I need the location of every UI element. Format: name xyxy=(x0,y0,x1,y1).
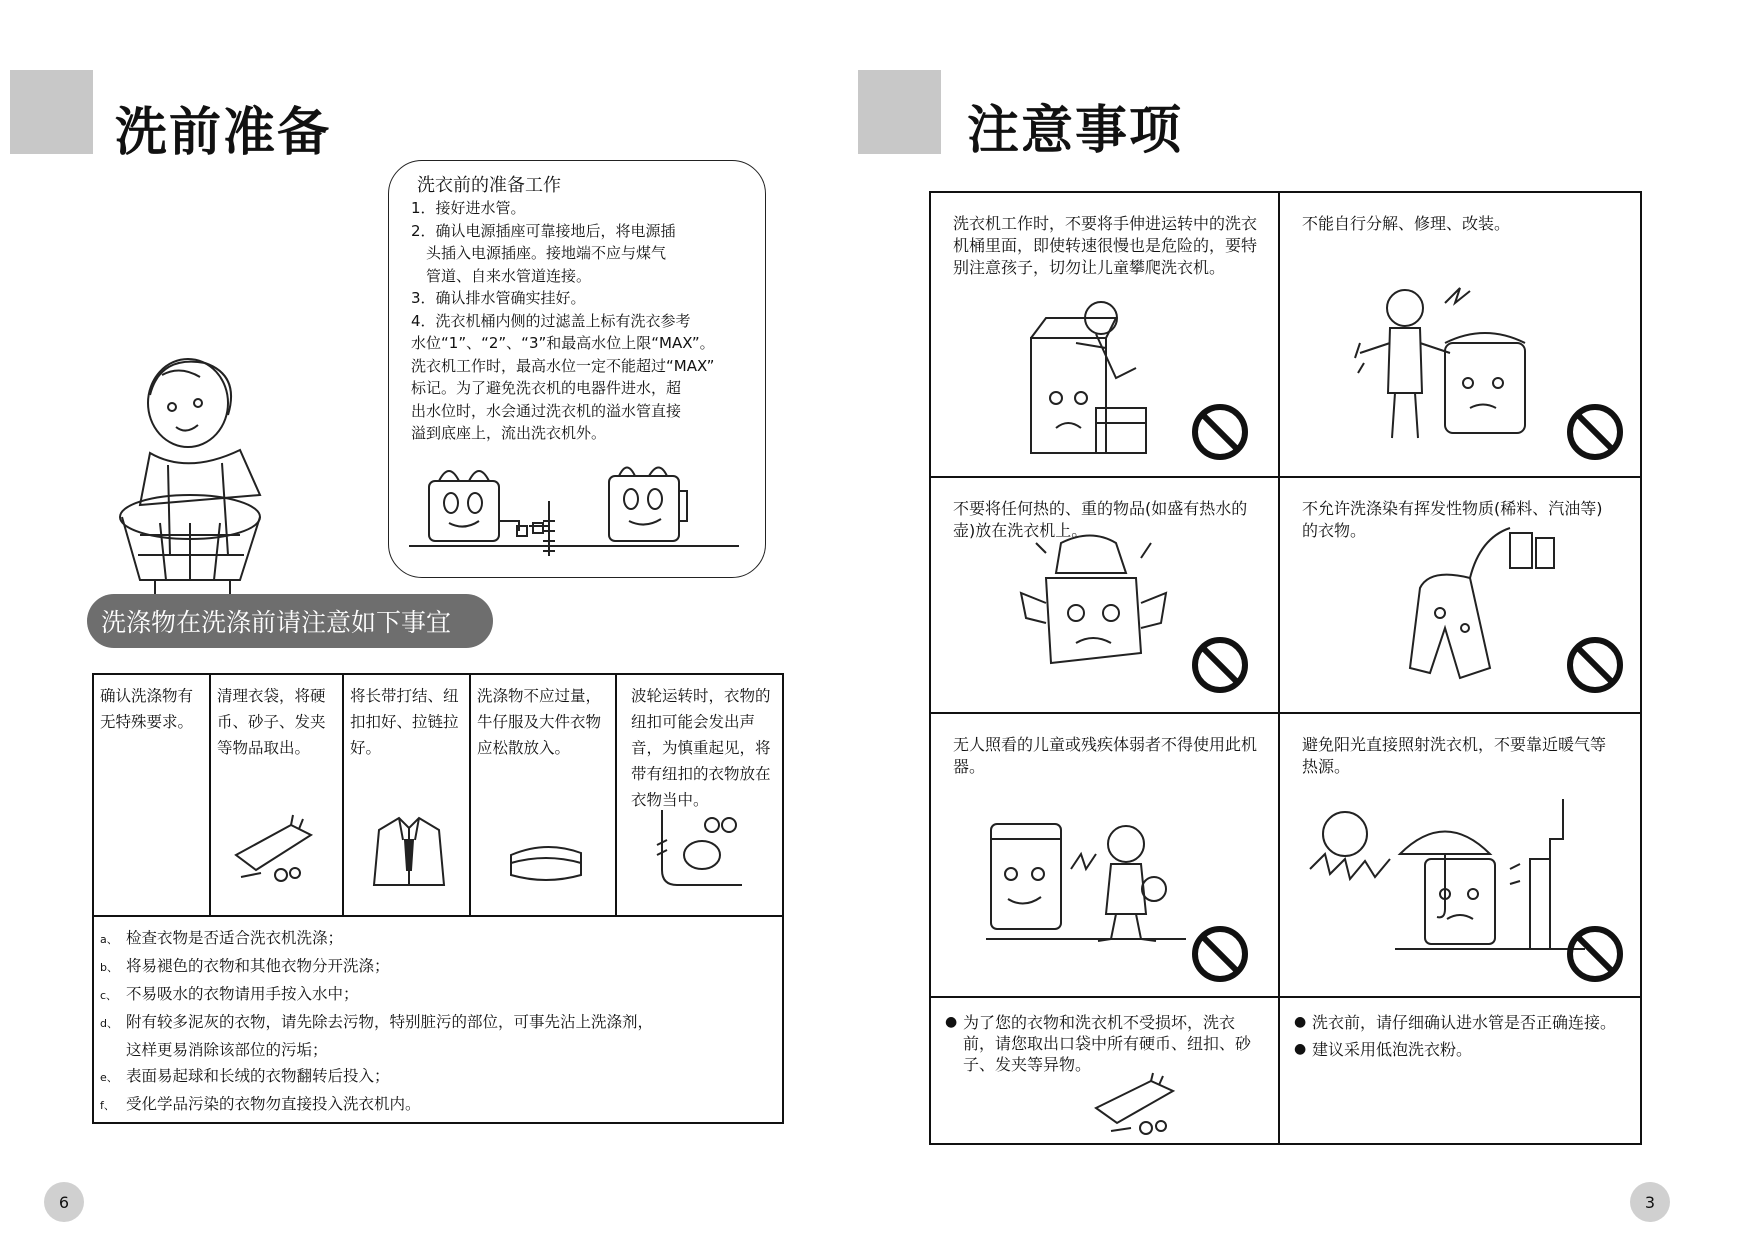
preparation-line: 1．接好进水管。 xyxy=(411,199,526,217)
preparation-line: 洗衣机工作时，最高水位一定不能超过“MAX” xyxy=(411,356,715,375)
pocket-items-illustration xyxy=(1091,1073,1181,1138)
preparation-line: 出水位时，水会通过洗衣机的溢水管直接 xyxy=(411,401,682,420)
note-item xyxy=(100,1091,782,1119)
preparation-line: 3．确认排水管确实挂好。 xyxy=(411,289,586,307)
note-text: 检查衣物是否适合洗衣机洗涤； xyxy=(126,929,344,947)
note-continuation xyxy=(100,1037,782,1063)
no-entry-icon xyxy=(1191,636,1249,694)
caution-text: 无人照看的儿童或残疾体弱者不得使用此机器。 xyxy=(953,735,1258,776)
preparation-line: 管道、自来水管道连接。 xyxy=(411,266,592,285)
hot-kettle-illustration xyxy=(1016,533,1176,673)
no-entry-icon xyxy=(1566,636,1624,694)
child-with-machine-illustration xyxy=(986,809,1186,949)
note-item xyxy=(100,953,782,981)
tip-cell xyxy=(1280,998,1642,1143)
note-item xyxy=(100,1063,782,1091)
page-number-right: 3 xyxy=(1630,1182,1670,1222)
checklist-column xyxy=(617,675,782,915)
page-title-right: 注意事项 xyxy=(967,101,1184,161)
tip-item xyxy=(1294,1012,1639,1033)
caution-cell xyxy=(931,714,1278,996)
caution-cell xyxy=(931,193,1278,476)
no-entry-icon xyxy=(1566,925,1624,983)
bullet-icon: ● xyxy=(1294,1014,1307,1030)
note-marker: c、 xyxy=(100,989,118,1002)
laundry-checklist-table xyxy=(92,673,784,1124)
note-marker: e、 xyxy=(100,1071,118,1084)
shirt-illustration xyxy=(369,810,449,890)
caution-text: 不能自行分解、修理、改装。 xyxy=(1302,214,1511,233)
tip-list xyxy=(1294,1012,1639,1060)
checklist-text: 洗涤物不应过量，牛仔服及大件衣物应松散放入。 xyxy=(477,687,602,757)
note-text: 受化学品污染的衣物勿直接投入洗衣机内。 xyxy=(126,1095,421,1113)
bullet-icon: ● xyxy=(945,1014,958,1030)
note-marker: a、 xyxy=(100,933,118,946)
note-marker: f、 xyxy=(100,1099,115,1112)
checklist-notes xyxy=(94,915,782,1119)
tip-item xyxy=(1294,1039,1639,1060)
tip-list xyxy=(945,1012,1265,1075)
preparation-line: 水位“1”、“2”、“3”和最高水位上限“MAX”。 xyxy=(411,334,715,352)
caution-text: 不要将任何热的、重的物品(如盛有热水的壶)放在洗衣机上。 xyxy=(953,499,1248,540)
bullet-icon: ● xyxy=(1294,1041,1307,1057)
tip-text: 洗衣前，请仔细确认进水管是否正确连接。 xyxy=(1312,1013,1617,1032)
checklist-column xyxy=(211,675,344,915)
pocket-items-illustration xyxy=(231,815,321,885)
no-entry-icon xyxy=(1191,403,1249,461)
caution-grid xyxy=(929,191,1642,1145)
caution-text: 洗衣机工作时，不要将手伸进运转中的洗衣机桶里面，即使转速很慢也是危险的，要特别注意孩子，切勿让儿童攀爬洗衣机。 xyxy=(953,214,1258,277)
title-marker-right xyxy=(858,70,941,154)
preparation-line: 2．确认电源插座可靠接地后，将电源插 xyxy=(411,221,676,240)
note-text: 附有较多泥灰的衣物，请先除去污物，特别脏污的部位，可事先沾上洗涤剂， xyxy=(126,1013,654,1031)
preparation-box xyxy=(388,160,766,578)
checklist-column xyxy=(94,675,211,915)
note-text: 这样更易消除该部位的污垢； xyxy=(126,1041,328,1059)
caution-cell xyxy=(1280,478,1642,712)
washer-drum-illustration xyxy=(657,810,747,890)
checklist-column xyxy=(471,675,617,915)
note-marker: b、 xyxy=(100,961,118,974)
washing-machines-illustration xyxy=(409,461,749,561)
caution-cell xyxy=(1280,714,1642,996)
tip-item xyxy=(945,1012,1265,1075)
sun-and-heater-illustration xyxy=(1305,799,1605,959)
tip-cell xyxy=(931,998,1278,1143)
caution-text: 不允许洗涤染有挥发性物质(稀料、汽油等)的衣物。 xyxy=(1302,499,1603,540)
caution-cell xyxy=(931,478,1278,712)
woman-with-basket-illustration xyxy=(110,355,280,595)
note-text: 不易吸水的衣物请用手按入水中； xyxy=(126,985,359,1003)
preparation-line: 标记。为了避免洗衣机的电器件进水，超 xyxy=(411,379,682,397)
preparation-steps xyxy=(411,197,751,445)
preparation-box-title: 洗衣前的准备工作 xyxy=(417,175,561,196)
note-item xyxy=(100,1009,782,1037)
preparation-line: 头插入电源插座。接地端不应与煤气 xyxy=(411,244,667,262)
preparation-line: 4．洗衣机桶内侧的过滤盖上标有洗衣参考 xyxy=(411,311,691,330)
caution-cell xyxy=(1280,193,1642,476)
tip-text: 为了您的衣物和洗衣机不受损坏，洗衣前，请您取出口袋中所有硬币、纽扣、砂子、发夹等异物。 xyxy=(963,1013,1252,1074)
title-marker-left xyxy=(10,70,93,154)
no-entry-icon xyxy=(1566,403,1624,461)
checklist-text: 确认洗涤物有无特殊要求。 xyxy=(100,687,194,731)
checklist-column xyxy=(344,675,471,915)
stained-clothes-illustration xyxy=(1410,518,1570,678)
note-text: 表面易起球和长绒的衣物翻转后投入； xyxy=(126,1067,390,1085)
note-item xyxy=(100,925,782,953)
child-climbing-illustration xyxy=(1026,298,1166,458)
checklist-text: 将长带打结、纽扣扣好、拉链拉好。 xyxy=(350,687,459,757)
page-title-left: 洗前准备 xyxy=(115,103,332,163)
notice-banner: 洗涤物在洗涤前请注意如下事宜 xyxy=(87,594,493,648)
tip-text: 建议采用低泡洗衣粉。 xyxy=(1312,1040,1473,1059)
note-item xyxy=(100,981,782,1009)
note-text: 将易褪色的衣物和其他衣物分开洗涤； xyxy=(126,957,390,975)
no-entry-icon xyxy=(1191,925,1249,983)
caution-text: 避免阳光直接照射洗衣机，不要靠近暖气等热源。 xyxy=(1302,735,1607,776)
checklist-text: 波轮运转时，衣物的纽扣可能会发出声音，为慎重起见，将带有纽扣的衣物放在衣物当中。 xyxy=(631,687,771,809)
page-number-left: 6 xyxy=(44,1182,84,1222)
man-repairing-illustration xyxy=(1350,283,1540,443)
checklist-text: 清理衣袋，将硬币、砂子、发夹等物品取出。 xyxy=(217,687,326,757)
note-marker: d、 xyxy=(100,1017,118,1030)
folded-clothes-illustration xyxy=(506,835,586,885)
preparation-line: 溢到底座上，流出洗衣机外。 xyxy=(411,424,607,442)
